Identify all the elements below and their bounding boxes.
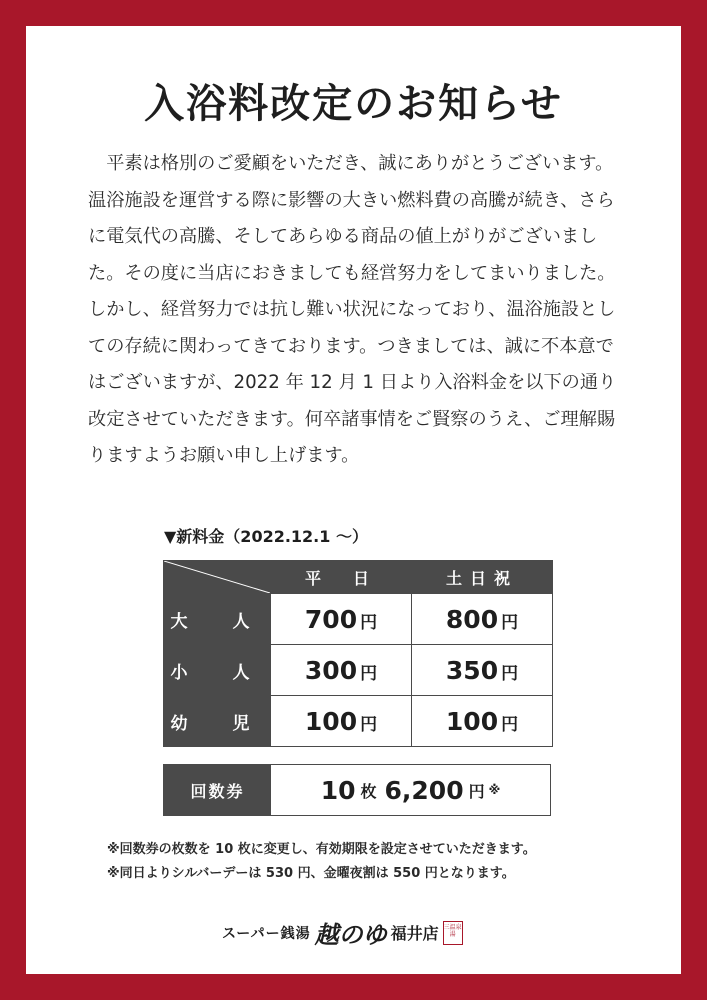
row-label-infant: 幼 児: [164, 696, 271, 747]
ticket-note-mark: ※: [488, 783, 501, 797]
table-row: [164, 594, 553, 645]
price-value: 100: [304, 706, 358, 736]
ticket-label: 回数券: [164, 765, 271, 815]
ticket-price: 6,200: [384, 775, 464, 805]
price-child-weekend: [412, 645, 553, 696]
ticket-box: [163, 764, 551, 816]
footer-brand: [222, 915, 463, 950]
price-value: 100: [445, 706, 499, 736]
col-header-weekday: 平 日: [271, 561, 412, 594]
table-corner: [164, 561, 271, 594]
table-row: [164, 696, 553, 747]
ticket-count-unit: 枚: [360, 781, 377, 801]
note-silver-day: ※同日よりシルバーデーは 530 円、金曜夜割は 550 円となります。: [107, 866, 515, 881]
price-value: 350: [445, 655, 499, 685]
price-value: 700: [304, 604, 358, 634]
new-price-label: ▼新料金（2022.12.1 〜）: [164, 527, 368, 546]
price-infant-weekday: [271, 696, 412, 747]
brand-logo: 越のゆ: [314, 921, 387, 949]
yen-unit: 円: [501, 612, 519, 633]
footer-kana: スーパー銭湯: [222, 925, 311, 942]
price-table: [163, 560, 553, 747]
row-label-child: 小 人: [164, 645, 271, 696]
yen-unit: 円: [360, 612, 378, 633]
notice-body: 平素は格別のご愛顧をいただき、誠にありがとうございます。温浴施設を運営する際に影響の大きい燃料費の高騰が続き、さらに電気代の高騰、そしてあらゆる商品の値上がりがございました。その度に当店におきましても経営努力をしてまいりました。しかし、経営努力では抗し難い状況になっており、温浴施設としての存続に関わってきております。つきましては、誠に不本意ではございますが、2022 年 12 月 1 日より入浴料金を以下の通り改定させていただきます。何卒諸事情をご賢察のうえ、ご理解賜りますようお願い申し上げます。: [88, 153, 617, 466]
row-label-adult: 大 人: [164, 594, 271, 645]
price-adult-weekend: [412, 594, 553, 645]
branch-name: 福井店: [390, 924, 439, 943]
price-value: 800: [445, 604, 499, 634]
ticket-yen: 円: [468, 781, 485, 801]
price-value: 300: [304, 655, 358, 685]
yen-unit: 円: [501, 714, 519, 735]
yen-unit: 円: [360, 714, 378, 735]
ticket-count: 10: [320, 775, 356, 805]
price-child-weekday: [271, 645, 412, 696]
seal-icon: 三温泉湯: [443, 921, 463, 945]
price-infant-weekend: [412, 696, 553, 747]
note-ticket-change: ※回数券の枚数を 10 枚に変更し、有効期限を設定させていただきます。: [107, 842, 536, 857]
price-adult-weekday: [271, 594, 412, 645]
yen-unit: 円: [501, 663, 519, 684]
table-row: [164, 645, 553, 696]
page-title: 入浴料改定のお知らせ: [144, 81, 563, 127]
yen-unit: 円: [360, 663, 378, 684]
col-header-weekend: 土日祝: [412, 561, 553, 594]
ticket-value: [271, 765, 550, 815]
